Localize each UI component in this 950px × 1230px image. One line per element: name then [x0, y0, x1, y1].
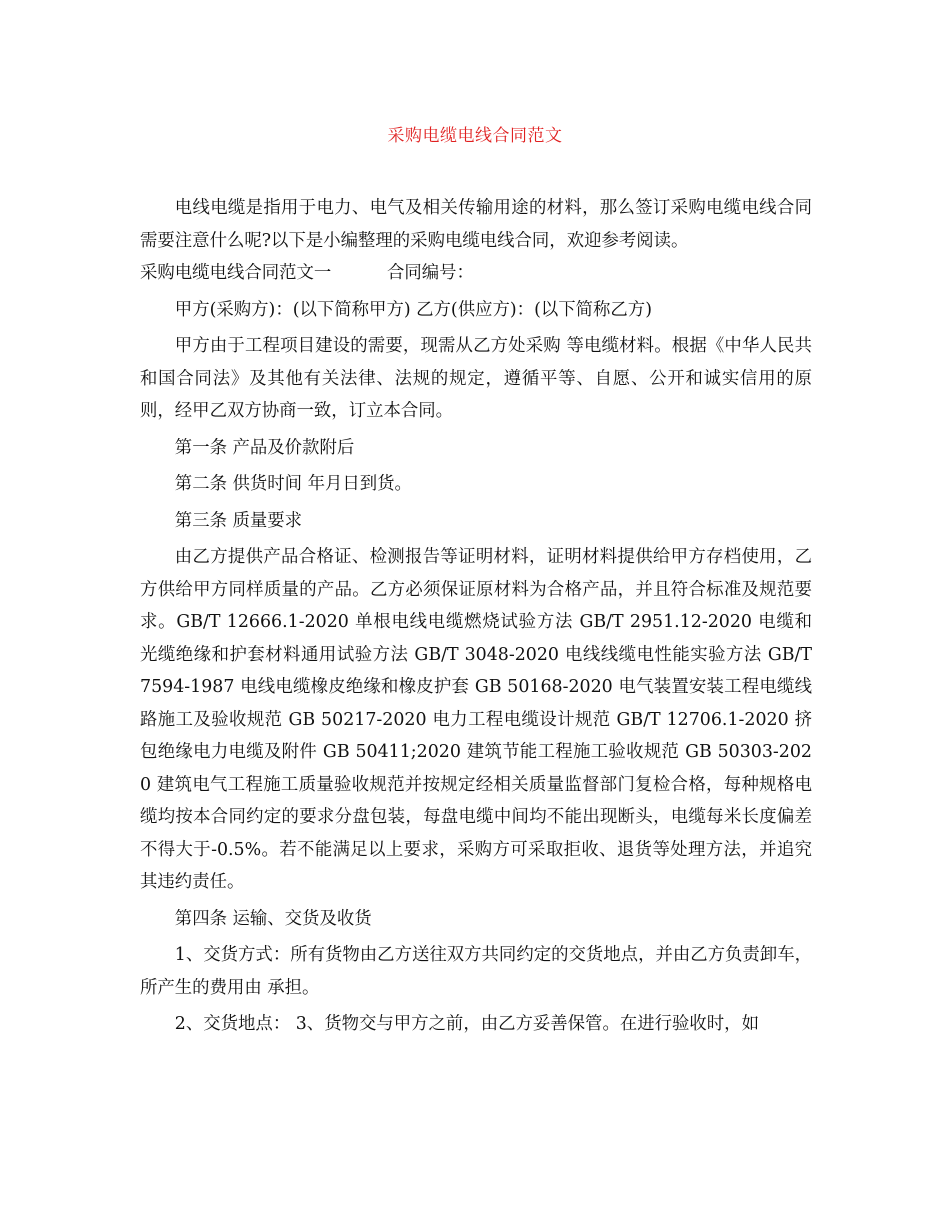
article-4-heading: 第四条 运输、交货及收货 [174, 908, 372, 929]
article-1-heading: 第一条 产品及价款附后 [174, 437, 355, 458]
sample-heading: 采购电缆电线合同范文一 [140, 263, 332, 283]
preamble-paragraph: 甲方由于工程项目建设的需要，现需从乙方处采购 等电缆材料。根据《中华人民共和国合同法》及其他有关法律、法规的规定，遵循平等、自愿、公开和诚实信用的原则，经甲乙双方协商一致，订立本合同。 [140, 336, 812, 421]
delivery-place-paragraph: 2、交货地点： 3、货物交与甲方之前，由乙方妥善保管。在进行验收时，如 [174, 1014, 759, 1034]
article-2-heading: 第二条 供货时间 年月日到货。 [174, 474, 412, 494]
document-body [140, 192, 812, 1041]
parties-paragraph: 甲方(采购方)：(以下简称甲方) 乙方(供应方)：(以下简称乙方) [174, 299, 652, 320]
sample-heading-line [140, 257, 812, 290]
document-title: 采购电缆电线合同范文 [387, 126, 563, 146]
contract-number-label: 合同编号： [386, 263, 474, 283]
quality-paragraph: 由乙方提供产品合格证、检测报告等证明材料，证明材料提供给甲方存档使用，乙方供给甲方同样质量的产品。乙方必须保证原材料为合格产品，并且符合标准及规范要求。GB/T 12666.1-2020 单根电线电缆燃烧试验方法 GB/T 2951.12-2020 电缆和光缆绝缘和护套材料通用试验方法 GB/T 3048-2020 电线线缆电性能实验方法 GB/T 7594-1987 电线电缆橡皮绝缘和橡皮护套 GB 50168-2020 电气装置安装工程电缆线路施工及验收规范 GB 50217-2020 电力工程电缆设计规范 GB/T 12706.1-2020 挤包绝缘电力电缆及附件 GB 50411;2020 建筑节能工程施工验收规范 GB 50303-2020 建筑电气工程施工质量验收规范并按规定经相关质量监督部门复检合格，每种规格电缆均按本合同约定的要求分盘包装，每盘电缆中间均不能出现断头，电缆每米长度偏差不得大于-0.5%。若不能满足以上要求，采购方可采取拒收、退货等处理方法，并追究其违约责任。 [140, 547, 812, 892]
intro-paragraph: 电线电缆是指用于电力、电气及相关传输用途的材料，那么签订采购电缆电线合同需要注意什么呢?以下是小编整理的采购电缆电线合同，欢迎参考阅读。 [140, 198, 812, 251]
delivery-method-paragraph: 1、交货方式：所有货物由乙方送往双方共同约定的交货地点，并由乙方负责卸车，所产生的费用由 承担。 [140, 945, 812, 998]
article-3-heading: 第三条 质量要求 [174, 510, 303, 531]
